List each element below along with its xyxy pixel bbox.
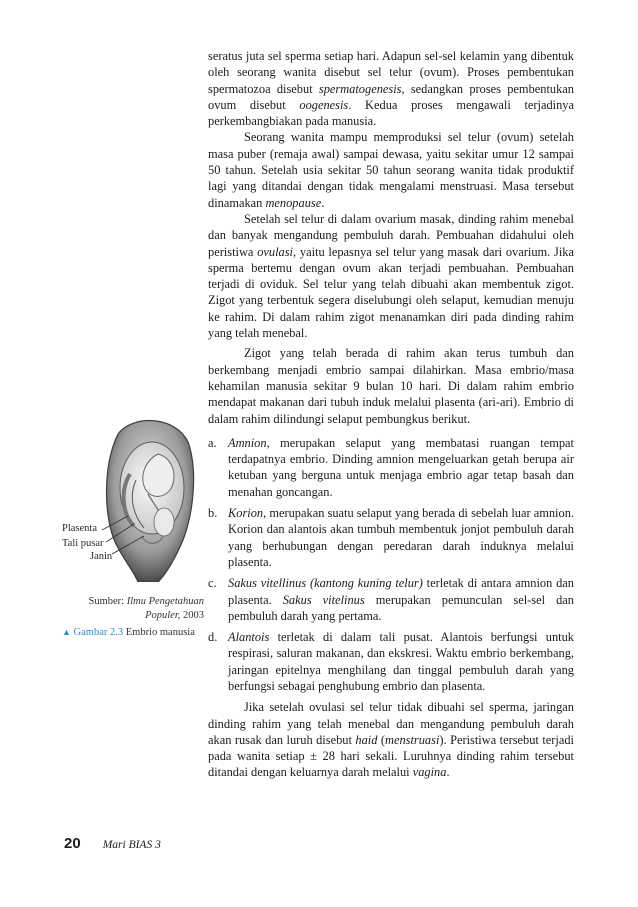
source-year: 2003 [180,610,204,621]
italic-term: Sakus vitellinus (kantong kuning telur) [228,576,423,591]
source-title: Ilmu Pengetahuan Populer, [126,596,204,621]
label-tali-pusar: Tali pusar [62,538,104,549]
list-marker: b. [208,506,218,521]
list-marker: a. [208,435,217,450]
text-run: ). Peristiwa tersebut terjadi pada wanita setiap ± 28 hari sekali. Luruhnya dinding rahim tersebut ditandai dengan keluarnya darah melalui [208,732,574,780]
italic-term: menopause [265,195,322,210]
italic-term: Amnion [228,435,267,450]
italic-term: vagina [412,765,447,780]
text-run: Zigot yang telah berada di rahim akan terus tumbuh dan berkembang menjadi embrio sampai dilahirkan. Masa embrio/masa kehamilan manusia sekitar 9 bulan 10 hari. Di dalam rahim embrio mendapat makanan dari tubuh induk melalui plasenta (ari-ari). Embrio di dalam rahim dilindungi selaput pembungkus berikut. [208,346,574,426]
closing-paragraph [208,699,574,780]
text-run: . [321,195,325,210]
membrane-list [208,435,574,694]
label-janin: Janin [90,551,113,562]
figure-source [62,595,204,623]
text-run: terletak di antara amnion dan plasenta. [228,576,574,607]
page-footer [64,835,161,852]
paragraph [208,48,574,129]
caption-text: Embrio manusia [123,627,195,638]
text-run: ( [377,732,385,747]
book-title: Mari BIAS 3 [102,839,161,851]
label-plasenta: Plasenta [62,523,97,534]
list-marker: d. [208,630,218,645]
text-run: Setelah sel telur di dalam ovarium masak, dinding rahim menebal dan banyak mengandung pembuluh darah. Pembuahan didahului oleh peristiwa [208,211,574,259]
main-text-column [208,48,574,781]
text-run: merupakan pemunculan sel-sel dan pembuluh darah yang pertama. [228,592,574,623]
closing-paragraph-container [208,699,574,780]
text-run: terletak di dalam tali pusat. Alantois berfungsi untuk respirasi, saluran makanan, dan ekskresi. Waktu embrio berkembang, jaringan epitelnya menghilang dan tinggal pembuluh darah yang berfungsi sebagai penghubung embrio dan plasenta. [228,630,574,693]
italic-term: Alantois [228,630,270,645]
list-item [208,435,574,500]
source-prefix: Sumber: [88,596,127,607]
text-run: , yaitu lepasnya sel telur yang masak dari ovarium. Jika sperma bertemu dengan ovum akan terjadi pembuahan. Pembuahan terjadi di oviduk. Sel telur yang telah dibuahi akan membentuk zigot. Zigot yang terbentuk segera diselubungi oleh selaput, kemudian menuju ke rahim. Di dalam rahim zigot menanamkan diri pada dinding rahim yang telah menebal. [208,244,574,341]
italic-term: spermatogenesis [318,81,402,96]
text-run: , merupakan selaput yang membatasi ruangan tempat terdapatnya embrio. Dinding amnion mengeluarkan getah berupa air ketuban yang berguna untuk menjaga embrio agar tetap basah dan menahan goncangan. [228,435,574,499]
text-run: . Kedua proses mengawali terjadinya perkembangbiakan pada manusia. [208,97,574,129]
body-paragraphs [208,48,574,427]
list-marker: c. [208,576,217,591]
list-item [208,629,574,694]
triangle-icon: ▲ [62,627,71,637]
text-run: seratus juta sel sperma setiap hari. Adapun sel-sel kelamin yang dibentuk oleh seorang wanita disebut sel telur (ovum). Proses pembentukan spermatozoa disebut [208,49,574,96]
text-run: , sedangkan proses pembentukan ovum disebut [208,81,574,112]
text-run: Jika setelah ovulasi sel telur tidak dibuahi sel sperma, jaringan dinding rahim yang telah menebal dan mengandung pembuluh darah akan rusak dan luruh disebut [208,700,574,747]
italic-term: Sakus vitelinus [282,592,365,607]
embryo-illustration [98,412,198,582]
paragraph [208,211,574,341]
paragraph [208,129,574,210]
italic-term: menstruasi [385,732,440,747]
italic-term: ovulasi [257,244,293,259]
page-number: 20 [64,835,81,852]
list-item [208,505,574,570]
caption-number: Gambar 2.3 [73,627,124,638]
italic-term: oogenesis [299,97,349,112]
italic-term: Korion [228,506,264,521]
text-run: , merupakan suatu selaput yang berada di sebelah luar amnion. Korion dan alantois akan tumbuh membentuk jonjot pembuluh darah yang berhubungan dengan peredaran darah induknya melalui plasenta. [228,506,574,569]
paragraph [208,345,574,426]
text-run: . [446,765,450,780]
list-item [208,575,574,624]
italic-term: haid [355,732,378,747]
figure-caption [62,627,212,638]
text-run: Seorang wanita mampu memproduksi sel telur (ovum) setelah masa puber (remaja awal) sampai dewasa, yaitu sekitar umur 12 sampai 50 tahun. Setelah usia sekitar 50 tahun seorang wanita tidak produktif lagi yang ditandai dengan tidak mengalami menstruasi. Masa tersebut dinamakan [208,130,574,210]
